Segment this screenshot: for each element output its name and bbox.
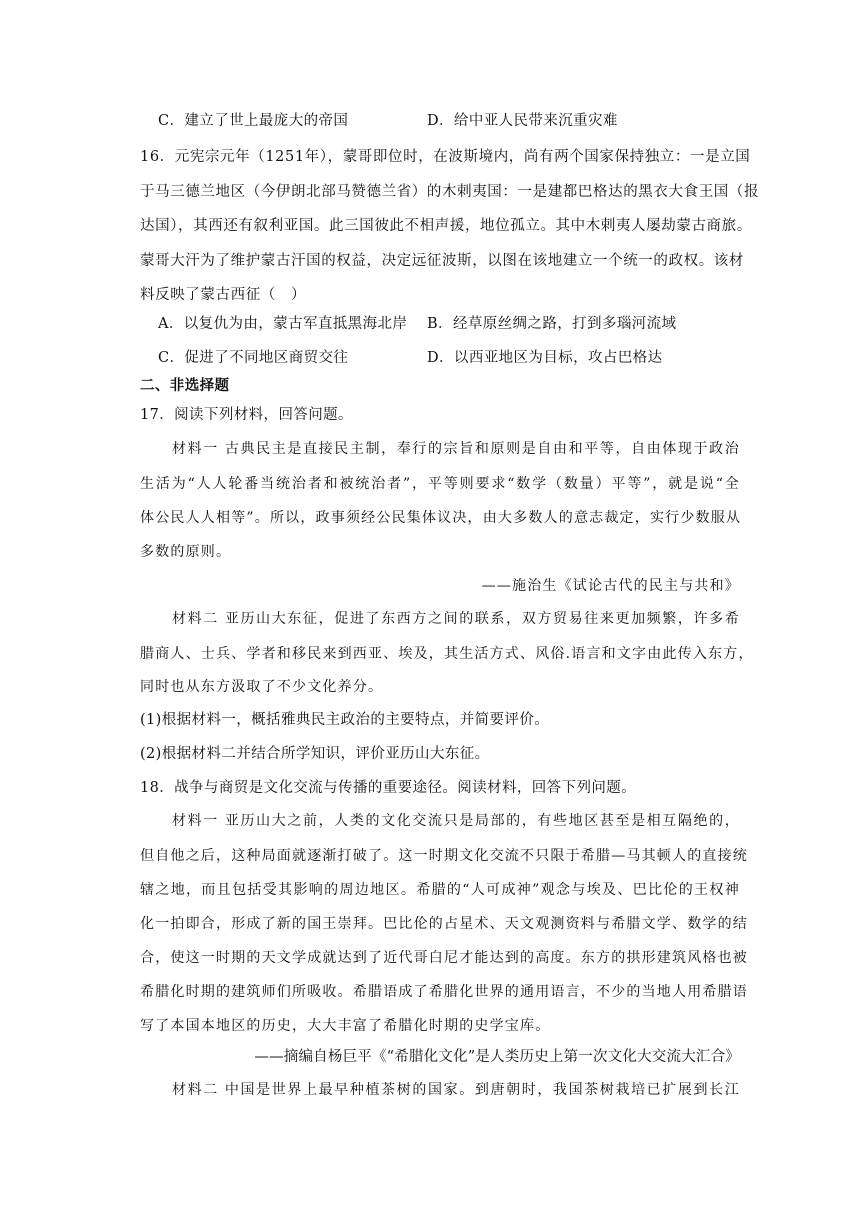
q16-line-3: 达国），其西还有叙利亚国。此三国彼此不相声援，地位孤立。其中木剌夷人屡劫蒙古商旅。 [140, 218, 752, 234]
q17-material2-line-2: 腊商人、士兵、学者和移民来到西亚、埃及，其生活方式、风俗.语言和文字由此传入东方， [140, 646, 754, 662]
q18-material1-line-6: 希腊化时期的建筑师们所吸收。希腊语成了希腊化世界的通用语言，不少的当地人用希腊语 [140, 984, 748, 1000]
q17-material1-line-3: 体公民人人相等”。所以，政事须经公民集体议决，由大多数人的意志裁定，实行少数服从 [140, 510, 742, 526]
q17-material2-line-1: 材料二 亚历山大东征，促进了东西方之间的联系，双方贸易往来更加频繁，许多希 [172, 611, 740, 627]
q16-line-1: 16．元宪宗元年（1251年），蒙哥即位时，在波斯境内，尚有两个国家保持独立：一是立国 [140, 149, 751, 165]
q15-option-c: C．建立了世上最庞大的帝国 [158, 113, 349, 129]
q18-material1-line-1: 材料一 亚历山大之前，人类的文化交流只是局部的，有些地区甚至是相互隔绝的， [172, 813, 740, 829]
q17-material1-source: ——施治生《试论古代的民主与共和》 [481, 578, 740, 594]
q16-option-d: D．以西亚地区为目标，攻占巴格达 [427, 350, 663, 366]
q15-option-d: D．给中亚人民带来沉重灾难 [427, 113, 618, 129]
q16-line-5: 料反映了蒙古西征（ ） [140, 287, 307, 303]
q18-material1-line-2: 但自他之后，这种局面就逐渐打破了。这一时期文化交流不只限于希腊—马其顿人的直接统 [140, 848, 748, 864]
q18-material1-line-3: 辖之地，而且包括受其影响的周边地区。希腊的“人可成神”观念与埃及、巴比伦的王权神 [140, 882, 740, 898]
q18-material1-line-5: 合，使这一时期的天文学成就达到了近代哥白尼才能达到的高度。东方的拱形建筑风格也被 [140, 950, 748, 966]
q16-line-2: 于马三德兰地区（今伊朗北部马赞德兰省）的木剌夷国：一是建都巴格达的黑衣大食王国（报 [140, 184, 760, 200]
q16-line-4: 蒙哥大汗为了维护蒙古汗国的权益，决定远征波斯，以图在该地建立一个统一的政权。该材 [140, 253, 744, 269]
q18-material1-source: ——摘编自杨巨平《“希腊化文化”是人类历史上第一次文化大交流大汇合》 [254, 1049, 740, 1065]
q17-material1-line-2: 生活为“人人轮番当统治者和被统治者”，平等则要求“数学（数量）平等”，就是说“全 [140, 476, 740, 492]
q18-material2-line-1: 材料二 中国是世界上最早种植茶树的国家。到唐朝时，我国茶树栽培已扩展到长江 [172, 1082, 740, 1098]
q17-intro: 17．阅读下列材料，回答问题。 [140, 407, 353, 423]
q16-option-b: B．经草原丝绸之路，打到多瑙河流域 [427, 316, 677, 332]
q16-option-a: A．以复仇为由，蒙古军直抵黑海北岸 [158, 316, 408, 332]
q18-material1-line-7: 写了本国本地区的历史，大大丰富了希腊化时期的史学宝库。 [140, 1018, 551, 1034]
q17-question-2: (2)根据材料二并结合所学知识，评价亚历山大东征。 [140, 746, 490, 762]
q17-question-1: (1)根据材料一，概括雅典民主政治的主要特点，并简要评价。 [140, 712, 550, 728]
q17-material2-line-3: 同时也从东方汲取了不少文化养分。 [140, 679, 384, 695]
section-title: 二、非选择题 [140, 378, 230, 394]
q18-material1-line-4: 化一拍即合，形成了新的国王崇拜。巴比伦的占星术、天文观测资料与希腊文学、数学的结 [140, 916, 748, 932]
q18-intro: 18．战争与商贸是文化交流与传播的重要途径。阅读材料，回答下列问题。 [140, 780, 637, 796]
q17-material1-line-4: 多数的原则。 [140, 544, 232, 560]
q17-material1-line-1: 材料一 古典民主是直接民主制，奉行的宗旨和原则是自由和平等，自由体现于政治 [172, 441, 740, 457]
q16-option-c: C．促进了不同地区商贸交往 [158, 350, 349, 366]
